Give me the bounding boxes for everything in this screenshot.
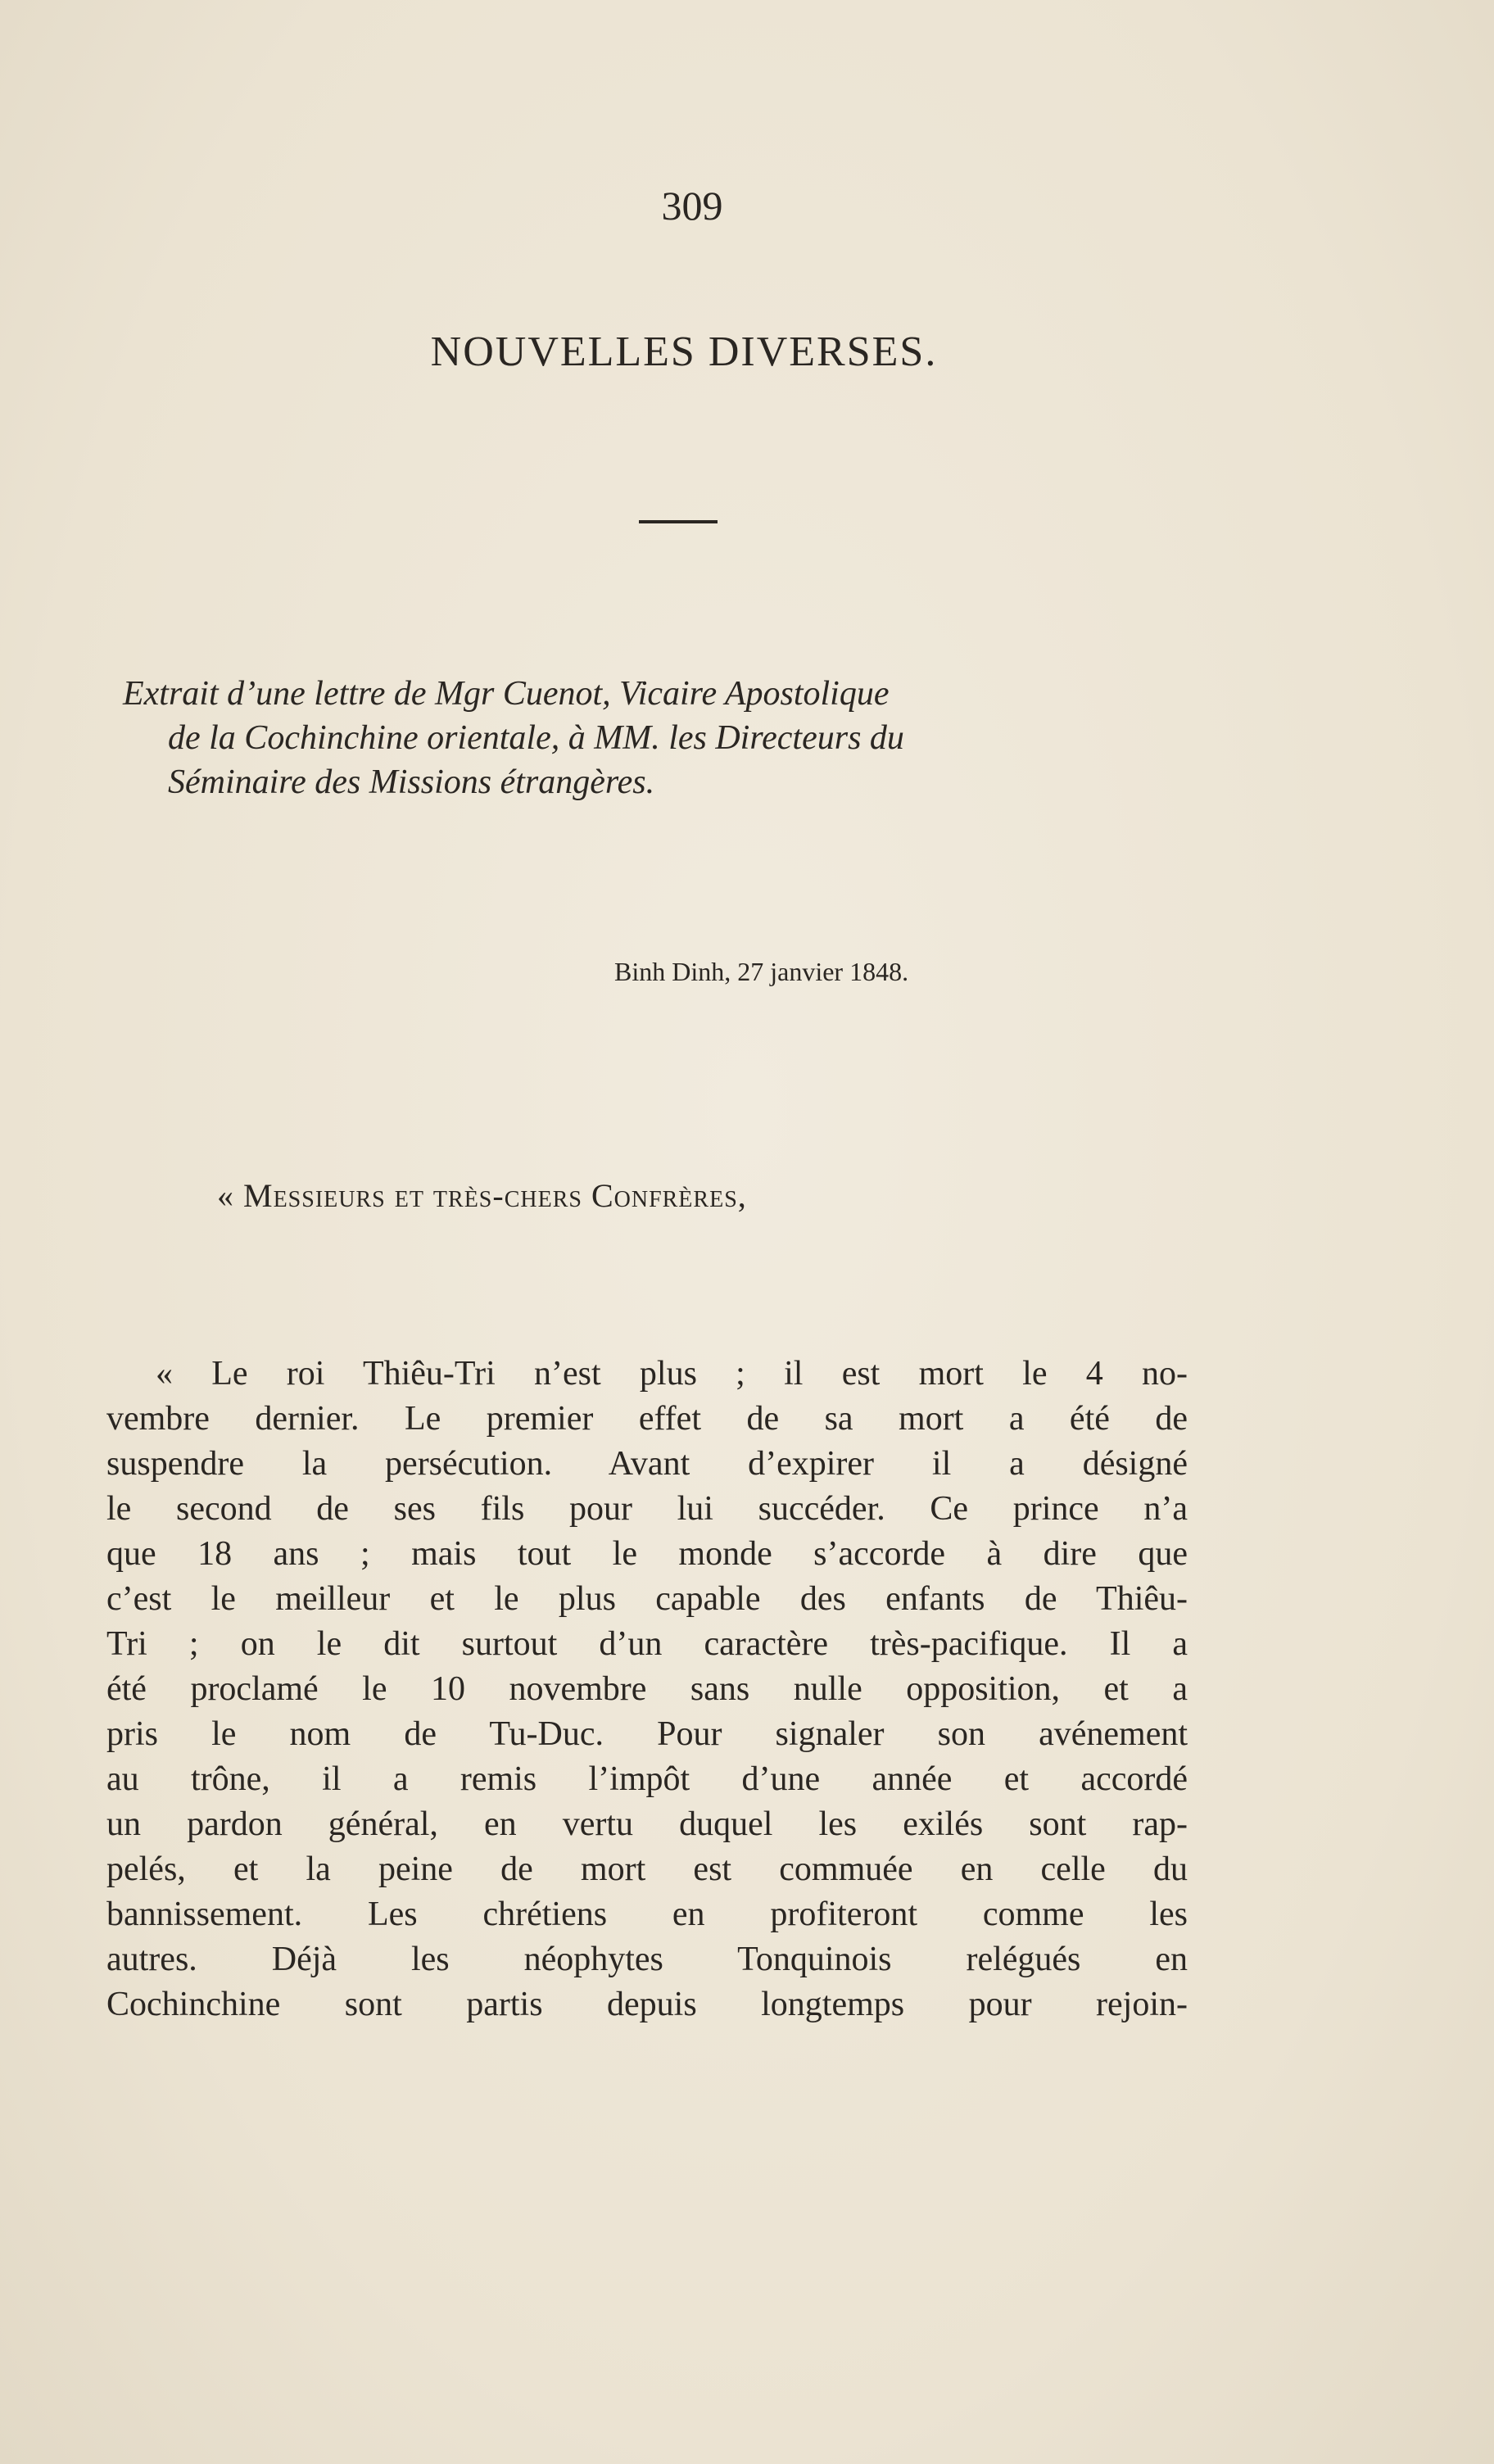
page-number: 309 <box>661 183 723 229</box>
body-line: suspendre la persécution. Avant d’expirer il a désigné <box>106 1445 1188 1483</box>
body-line: Tri ; on le dit surtout d’un caractère très-pacifique. Il a <box>106 1625 1188 1663</box>
body-line: au trône, il a remis l’impôt d’une année et accordé <box>106 1760 1188 1798</box>
body-line: vembre dernier. Le premier effet de sa mort a été de <box>106 1400 1188 1438</box>
letter-source-heading <box>123 672 1188 804</box>
body-line: pelés, et la peine de mort est commuée en celle du <box>106 1850 1188 1888</box>
body-line: le second de ses fils pour lui succéder. Ce prince n’a <box>106 1490 1188 1528</box>
body-line: c’est le meilleur et le plus capable des enfants de Thiêu- <box>106 1580 1188 1618</box>
body-line: un pardon général, en vertu duquel les exilés sont rap- <box>106 1805 1188 1843</box>
body-line: Cochinchine sont partis depuis longtemps pour rejoin- <box>106 1986 1188 2023</box>
section-title: NOUVELLES DIVERSES. <box>430 328 938 375</box>
letter-body <box>106 1352 1188 2027</box>
body-line: « Le roi Thiêu-Tri n’est plus ; il est mort le 4 no- <box>156 1355 1188 1393</box>
body-line: bannissement. Les chrétiens en profiteront comme les <box>106 1896 1188 1933</box>
title-divider <box>639 520 718 523</box>
letter-salutation: « Messieurs et très-chers Confrères, <box>217 1177 747 1214</box>
source-line-2: de la Cochinchine orientale, à MM. les Directeurs du <box>168 719 904 757</box>
body-line: été proclamé le 10 novembre sans nulle opposition, et a <box>106 1670 1188 1708</box>
body-line: que 18 ans ; mais tout le monde s’accorde à dire que <box>106 1535 1188 1573</box>
source-line-3: Séminaire des Missions étrangères. <box>168 763 655 801</box>
source-line-1: Extrait d’une lettre de Mgr Cuenot, Vicaire Apostolique <box>123 675 890 713</box>
body-line: autres. Déjà les néophytes Tonquinois relégués en <box>106 1941 1188 1978</box>
letter-dateline: Binh Dinh, 27 janvier 1848. <box>614 957 909 986</box>
body-line: pris le nom de Tu-Duc. Pour signaler son avénement <box>106 1715 1188 1753</box>
